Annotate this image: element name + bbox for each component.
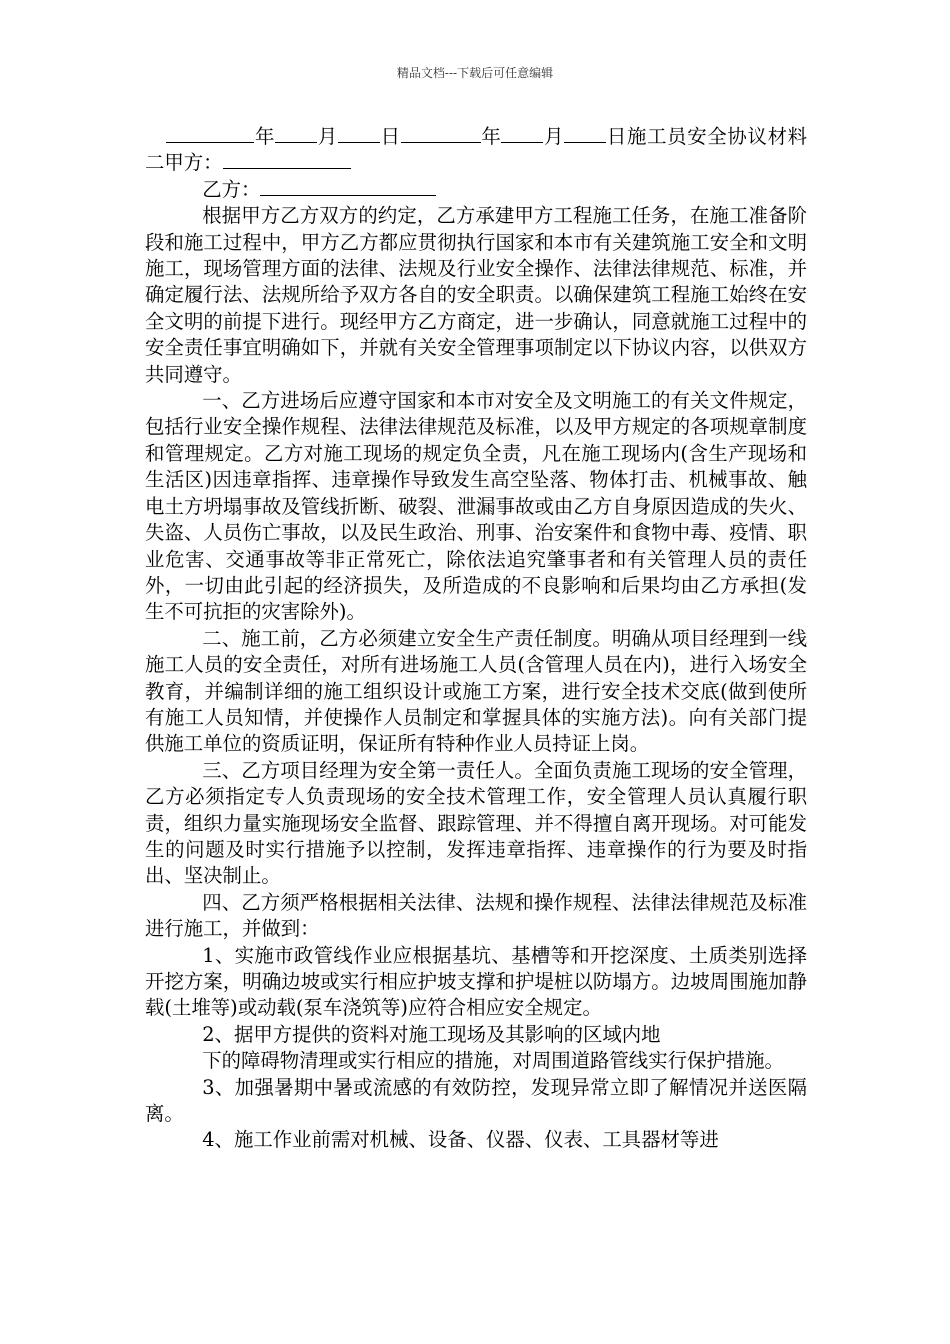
document-body bbox=[145, 124, 807, 1154]
list-item-1: 1、实施市政管线作业应根据基坑、基槽等和开挖深度、土质类别选择开挖方案，明确边坡或实行相应护坡支撑和护堤桩以防塌方。边坡周围施加静载(土堆等)或动载(泵车浇筑等)应符合相应安全规定。 bbox=[145, 943, 807, 1020]
paragraph-clause-1: 一、乙方进场后应遵守国家和本市对安全及文明施工的有关文件规定，包括行业安全操作规程、法律法律规范及标准，以及甲方规定的各项规章制度和管理规定。乙方对施工现场的规定负全责，凡在施工现场内(含生产现场和生活区)因违章指挥、违章操作导致发生高空坠落、物体打击、机械事故、触电土方坍塌事故及管线折断、破裂、泄漏事故或由乙方自身原因造成的失火、失盗、人员伤亡事故，以及民生政治、刑事、治安案件和食物中毒、疫情、职业危害、交通事故等非正常死亡，除依法追究肇事者和有关管理人员的责任外，一切由此引起的经济损失，及所造成的不良影响和后果均由乙方承担(发生不可抗拒的灾害除外)。 bbox=[145, 389, 807, 624]
page-header: 精品文档---下载后可任意编辑 bbox=[396, 66, 554, 80]
blank-field bbox=[166, 124, 254, 143]
blank-field bbox=[338, 124, 380, 143]
list-item-2-continuation: 下的障碍物清理或实行相应的措施，对周围道路管线实行保护措施。 bbox=[202, 1049, 784, 1073]
party-b-line: 乙方： bbox=[145, 177, 807, 203]
list-item-3: 3、加强暑期中暑或流感的有效防控，发现异常立即了解情况并送医隔离。 bbox=[145, 1075, 807, 1126]
paragraph-clause-3: 三、乙方项目经理为安全第一责任人。全面负责施工现场的安全管理，乙方必须指定专人负责现场的安全技术管理工作，安全管理人员认真履行职责，组织力量实施现场安全监督、跟踪管理、并不得擅自离开现场。对可能发生的问题及时实行措施予以控制，发挥违章指挥、违章操作的行为要及时指出、坚决制止。 bbox=[145, 758, 807, 888]
list-item-4: 4、施工作业前需对机械、设备、仪器、仪表、工具器材等进 bbox=[202, 1128, 719, 1152]
blank-field bbox=[275, 124, 317, 143]
party-b-blank bbox=[260, 177, 436, 196]
blank-field bbox=[564, 124, 606, 143]
party-a-blank bbox=[223, 150, 351, 169]
date-line: 年 月 日 年 月 日施工员安全协议材料二甲方： bbox=[145, 125, 808, 175]
paragraph-clause-2: 二、施工前，乙方必须建立安全生产责任制度。明确从项目经理到一线施工人员的安全责任，对所有进场施工人员(含管理人员在内)，进行入场安全教育，并编制详细的施工组织设计或施工方案，进行安全技术交底(做到使所有施工人员知情，并使操作人员制定和掌握具体的实施方法)。向有关部门提供施工单位的资质证明，保证所有特种作业人员持证上岗。 bbox=[145, 626, 807, 756]
blank-field bbox=[401, 124, 481, 143]
blank-field bbox=[501, 124, 543, 143]
paragraph-clause-4: 四、乙方须严格根据相关法律、法规和操作规程、法律法律规范及标准进行施工，并做到： bbox=[145, 890, 807, 941]
paragraph-intro: 根据甲方乙方双方的约定，乙方承建甲方工程施工任务，在施工准备阶段和施工过程中，甲方乙方都应贯彻执行国家和本市有关建筑施工安全和文明施工，现场管理方面的法律、法规及行业安全操作、法律法律规范、标准，并确定履行法、法规所给予双方各自的安全职责。以确保建筑工程施工始终在安全文明的前提下进行。现经甲方乙方商定，进一步确认，同意就施工过程中的安全责任事宜明确如下，并就有关安全管理事项制定以下协议内容，以供双方共同遵守。 bbox=[145, 204, 807, 386]
list-item-2-first-line: 2、据甲方提供的资料对施工现场及其影响的区域内地 bbox=[202, 1022, 661, 1046]
